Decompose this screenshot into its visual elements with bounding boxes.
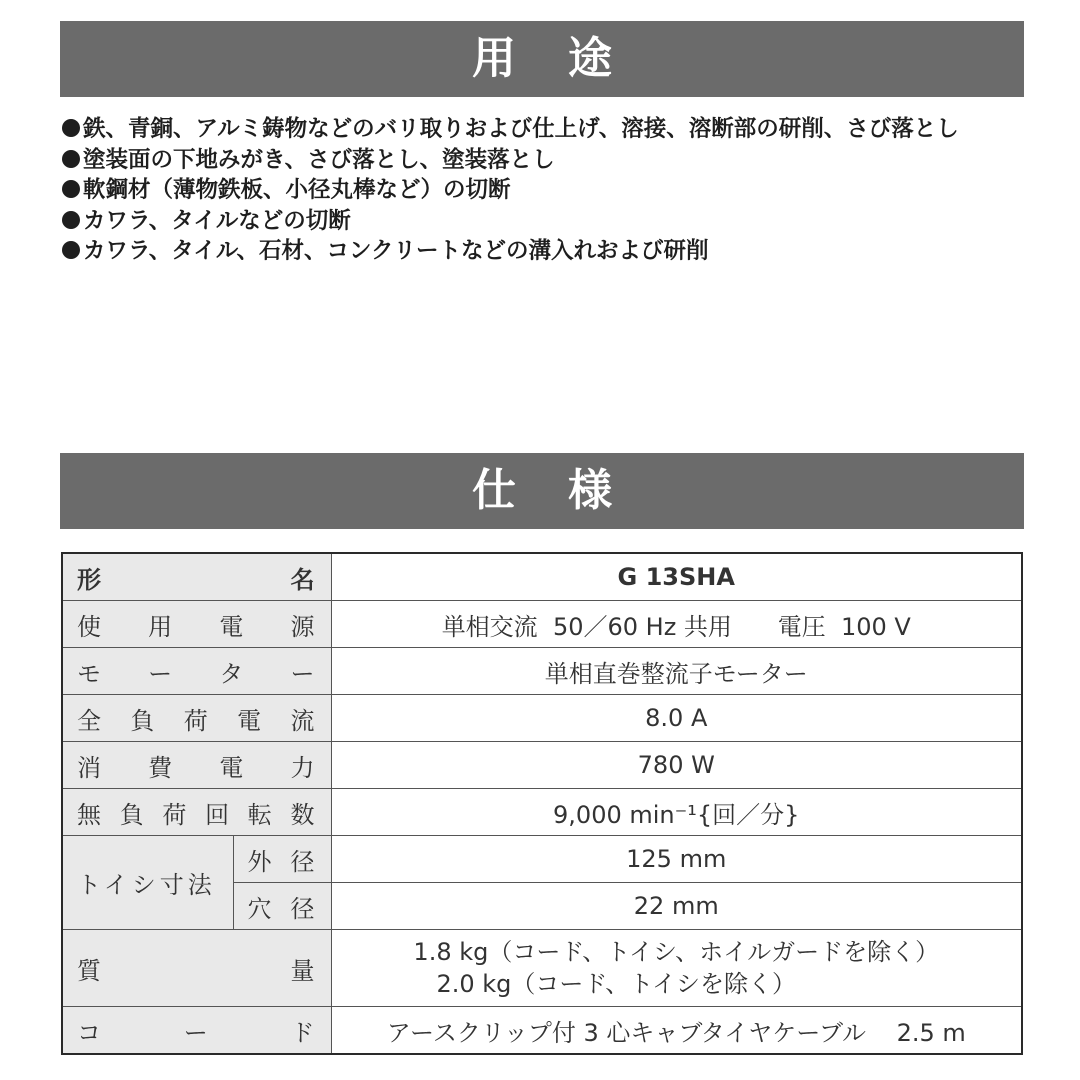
- spread-label: [63, 1013, 331, 1048]
- table-row: [62, 1007, 1022, 1055]
- label-char: ー: [290, 659, 315, 688]
- consumption-value: 780 W: [331, 742, 1022, 789]
- use-text: カワラ、タイル、石材、コンクリートなどの溝入れおよび研削: [83, 238, 709, 264]
- label-char: 径: [290, 894, 315, 923]
- label-char: 費: [148, 753, 173, 782]
- weight-value-line-2: 2.0 kg（コード、トイシを除く）: [436, 970, 797, 998]
- label-char: 用: [148, 612, 173, 641]
- table-row: [62, 695, 1022, 742]
- label-char: 形: [77, 565, 101, 594]
- label-char: ー: [148, 659, 173, 688]
- label-char: 力: [290, 753, 315, 782]
- spread-label: [63, 795, 331, 830]
- motor-value: 単相直巻整流子モーター: [331, 648, 1022, 695]
- consumption-label: [62, 742, 331, 789]
- power-value: 単相交流 50／60 Hz 共用 電圧 100 V: [331, 601, 1022, 648]
- power-label: [62, 601, 331, 648]
- use-text: 鉄、青銅、アルミ鋳物などのバリ取りおよび仕上げ、溶接、溶断部の研削、さび落とし: [83, 116, 959, 142]
- list-item: [62, 114, 959, 145]
- outer-diameter-label: [233, 836, 331, 883]
- label-char: ー: [183, 1018, 208, 1047]
- label-char: 回: [205, 800, 230, 829]
- label-char: タ: [219, 659, 244, 688]
- table-row: [62, 648, 1022, 695]
- weight-value: [331, 930, 1022, 1007]
- list-item: [62, 175, 959, 206]
- label-char: 無: [77, 800, 101, 829]
- table-row: [62, 553, 1022, 601]
- spread-label: [234, 842, 331, 877]
- spread-label: [63, 951, 331, 986]
- label-char: 量: [290, 956, 315, 985]
- table-row: [62, 789, 1022, 836]
- list-item: [62, 206, 959, 237]
- label-char: 名: [290, 565, 315, 594]
- spread-label: [63, 560, 331, 595]
- table-row: [62, 930, 1022, 1007]
- uses-heading: 用途: [60, 21, 1024, 97]
- motor-label: [62, 648, 331, 695]
- speed-label: [62, 789, 331, 836]
- label-char: 荷: [162, 800, 187, 829]
- bullet-icon: [62, 119, 80, 137]
- label-char: 流: [290, 706, 315, 735]
- cord-value: アースクリップ付 3 心キャブタイヤケーブル 2.5 m: [331, 1007, 1022, 1055]
- bullet-icon: [62, 180, 80, 198]
- current-value: 8.0 A: [331, 695, 1022, 742]
- list-item: [62, 145, 959, 176]
- spec-table: [61, 552, 1023, 1055]
- table-row: [62, 601, 1022, 648]
- label-char: 質: [77, 956, 101, 985]
- weight-value-line-1: 1.8 kg（コード、トイシ、ホイルガードを除く）: [413, 938, 940, 966]
- table-row: [62, 742, 1022, 789]
- uses-list: [62, 114, 959, 267]
- model-value: G 13SHA: [331, 553, 1022, 601]
- label-char: モ: [77, 659, 101, 688]
- label-char: 負: [130, 706, 155, 735]
- label-char: 荷: [183, 706, 208, 735]
- current-label: [62, 695, 331, 742]
- table-row: [62, 836, 1022, 883]
- speed-value: 9,000 min⁻¹{回／分}: [331, 789, 1022, 836]
- spread-label: [63, 748, 331, 783]
- bore-diameter-value: 22 mm: [331, 883, 1022, 930]
- spread-label: [234, 889, 331, 924]
- label-char: 電: [237, 706, 262, 735]
- specs-heading: 仕様: [60, 453, 1024, 529]
- label-char: 負: [119, 800, 144, 829]
- label-char: ド: [290, 1018, 315, 1047]
- bullet-icon: [62, 211, 80, 229]
- spread-label: [63, 654, 331, 689]
- label-char: 径: [290, 847, 315, 876]
- model-label: [62, 553, 331, 601]
- spread-label: [63, 607, 331, 642]
- label-char: 使: [77, 612, 101, 641]
- label-char: 消: [77, 753, 101, 782]
- cord-label: [62, 1007, 331, 1055]
- label-char: 穴: [247, 894, 272, 923]
- bullet-icon: [62, 241, 80, 259]
- label-char: 転: [247, 800, 272, 829]
- label-char: 外: [247, 847, 272, 876]
- spread-label: [63, 701, 331, 736]
- label-char: 電: [219, 612, 244, 641]
- use-text: 軟鋼材（薄物鉄板、小径丸棒など）の切断: [83, 177, 511, 203]
- bullet-icon: [62, 150, 80, 168]
- bore-diameter-label: [233, 883, 331, 930]
- label-char: 電: [219, 753, 244, 782]
- list-item: [62, 236, 959, 267]
- use-text: 塗装面の下地みがき、さび落とし、塗装落とし: [83, 146, 555, 173]
- wheel-size-label: トイシ寸法: [62, 836, 233, 930]
- outer-diameter-value: 125 mm: [331, 836, 1022, 883]
- label-char: コ: [77, 1018, 101, 1047]
- label-char: 源: [290, 612, 315, 641]
- weight-label: [62, 930, 331, 1007]
- label-char: 全: [77, 706, 101, 735]
- label-char: 数: [290, 800, 315, 829]
- use-text: カワラ、タイルなどの切断: [83, 207, 351, 234]
